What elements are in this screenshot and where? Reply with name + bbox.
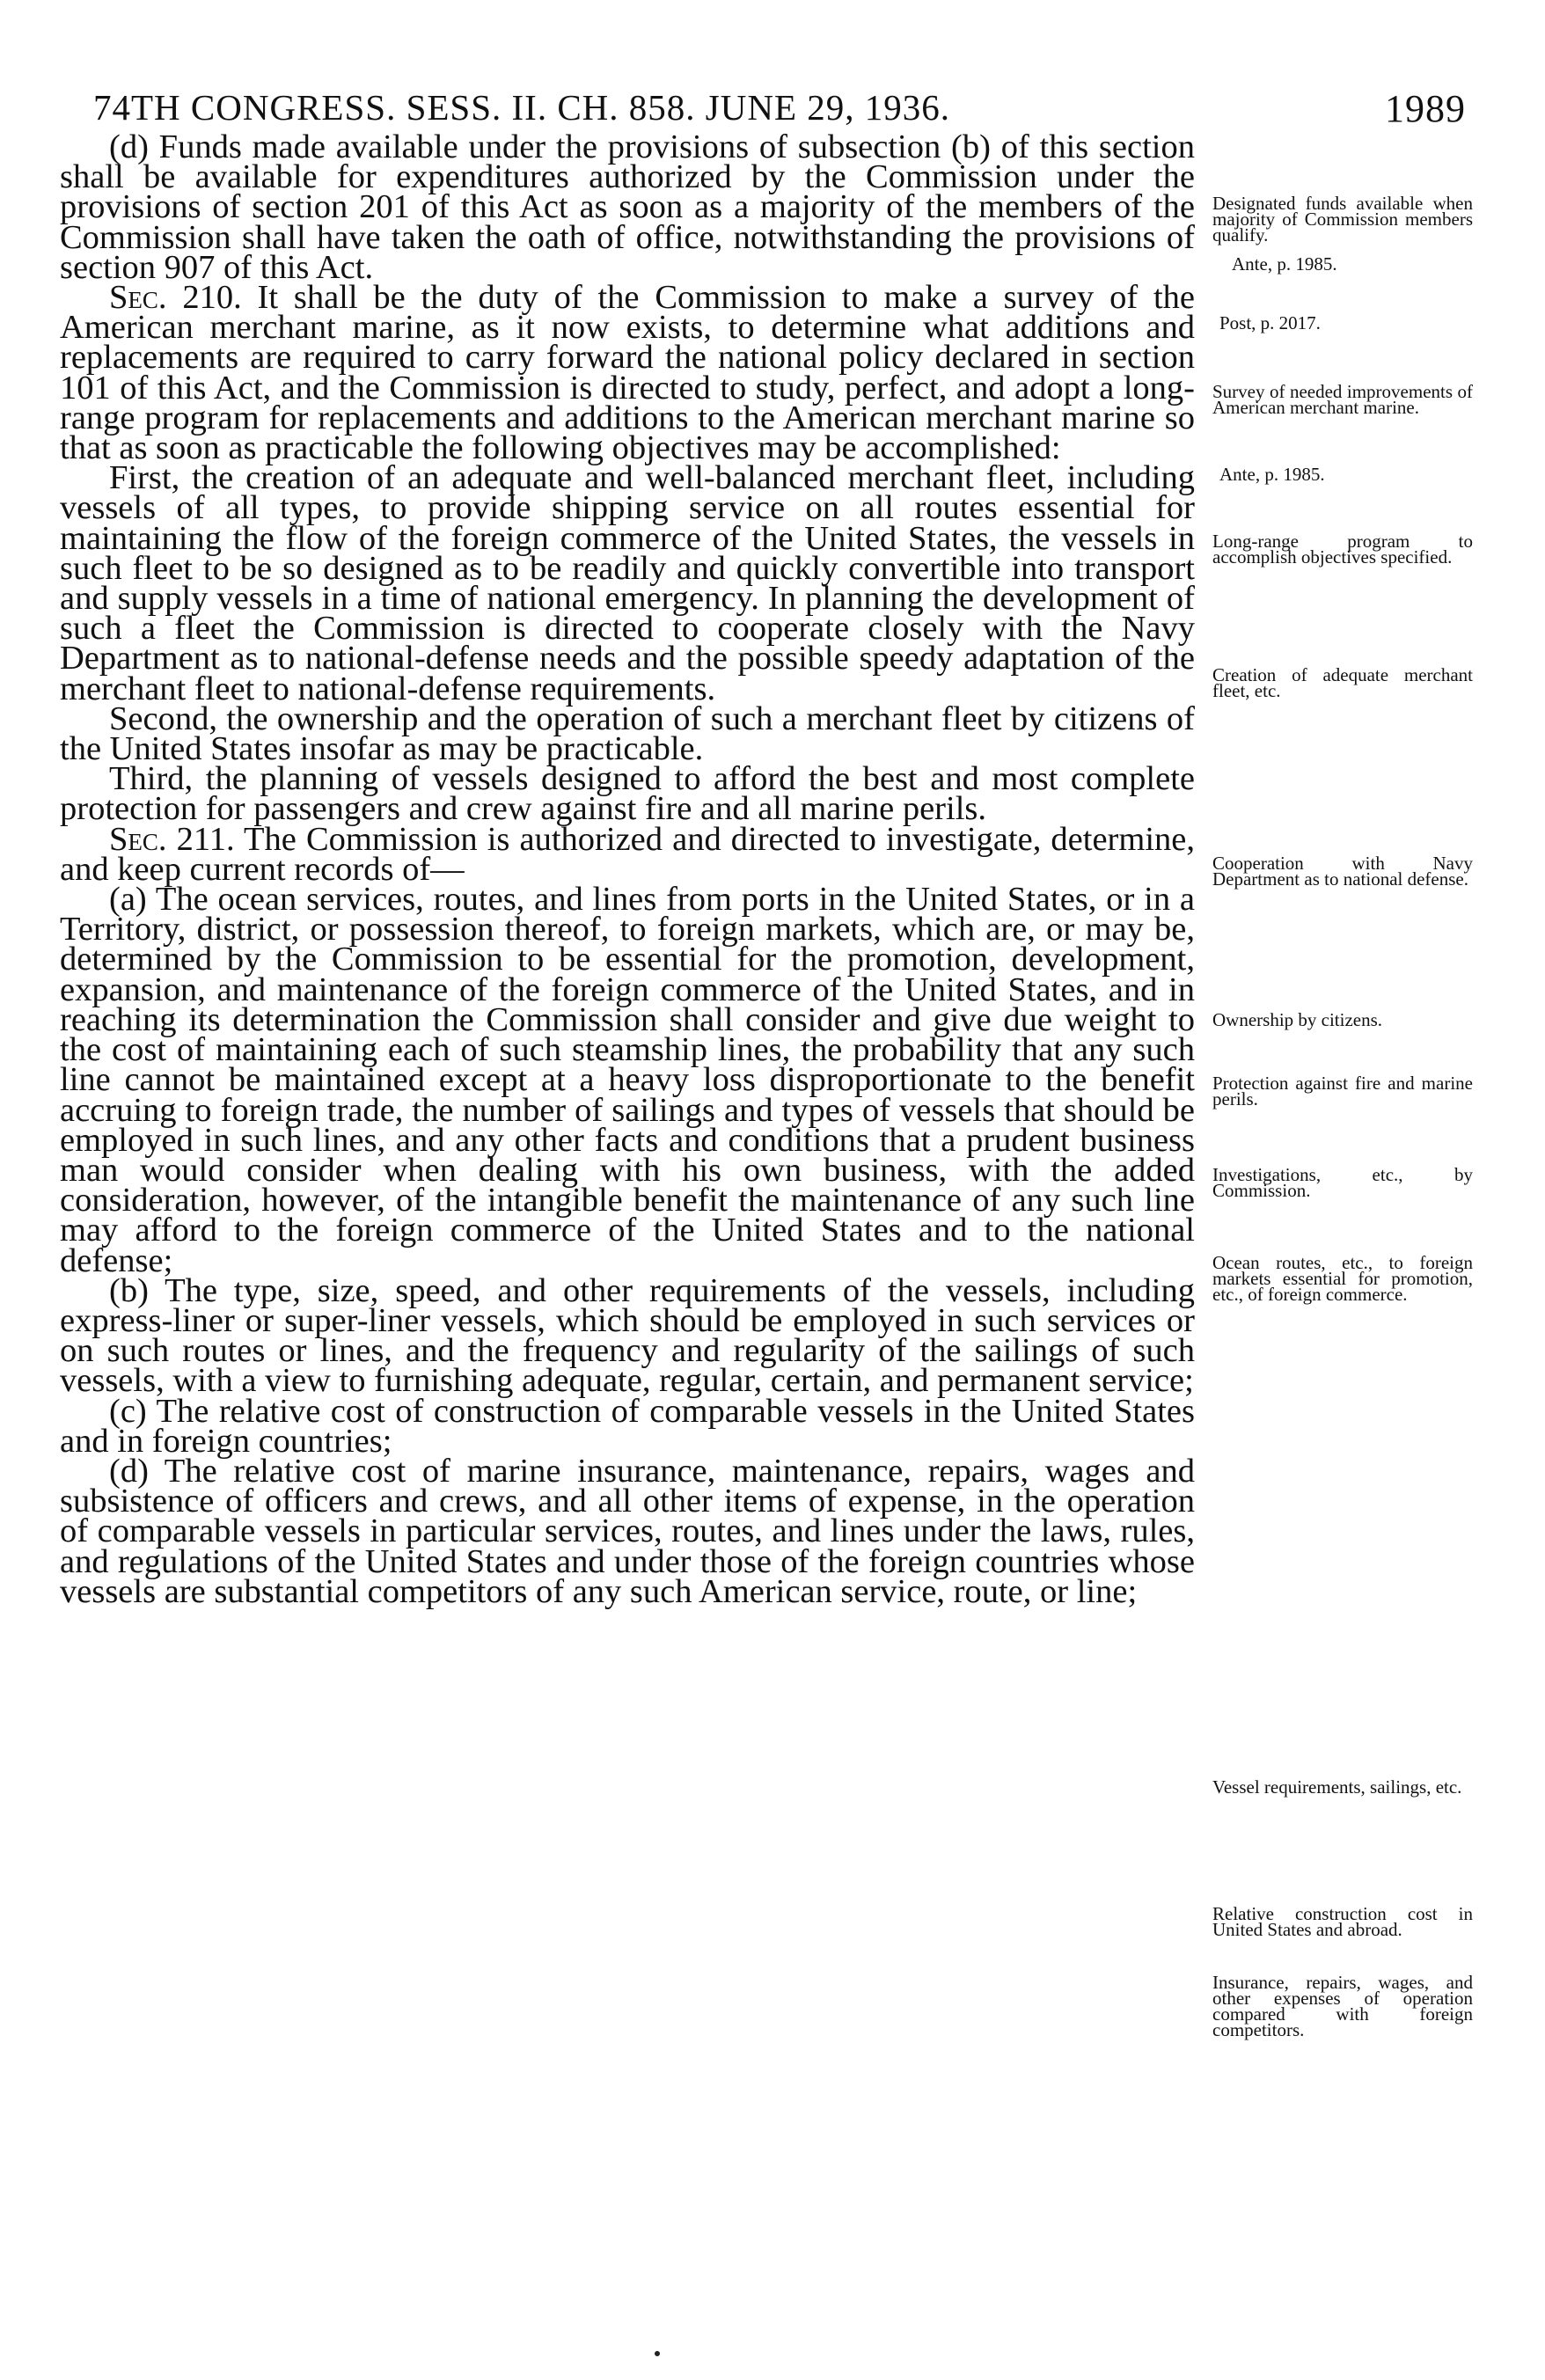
paragraph-a: (a) The ocean services, routes, and lines from ports in the United States, or in a Territory, district, or possession thereof, to foreign markets, which are, or may be, determined by the Commission to be essential for the promotion, development, expansion, and maintenance of the foreign commerce of the United States, and in reaching its determination the Commission shall consider and give due weight to the cost of maintaining each of such steamship lines, the probability that any such line cannot be maintained except at a heavy loss disproportionate to the benefit accruing to foreign trade, the number of sailings and types of vessels that should be employed in such lines, and any other facts and conditions that a prudent business man would consider when dealing with his own business, with the added consideration, however, of the intangible benefit the maintenance of any such line may afford to the foreign commerce of the United States and to the national defense;	[60, 881, 1195, 1279]
margin-note-investigations: Investigations, etc., by Commission.	[1212, 1164, 1473, 1201]
paragraph-d-funds: (d) Funds made available under the provisions of subsection (b) of this section shall be available for expenditures authorized by the Commission under the provisions of section 201 of this Act as soon as a majority of the members of the Commission shall have taken the oath of office, notwithstanding the provisions of section 907 of this Act.	[60, 128, 1195, 286]
section-211-text: The Commission is authorized and directed to investigate, determine, and keep current records of—	[60, 820, 1195, 888]
margin-note-vessel-requirements: Vessel requirements, sailings, etc.	[1212, 1776, 1462, 1798]
paragraph-b: (b) The type, size, speed, and other requirements of the vessels, including express-liner or super-liner vessels, which should be employed in such services or on such routes or lines, and the frequency and regularity of the sailings of such vessels, with a view to furnishing adequate, regular, certain, and permanent service;	[60, 1271, 1195, 1400]
margin-note-survey: Survey of needed improvements of American merchant marine.	[1212, 381, 1473, 418]
margin-note-ownership: Ownership by citizens.	[1212, 1009, 1383, 1030]
margin-note-long-range: Long-range program to accomplish objectives specified.	[1212, 531, 1473, 568]
margin-note-post-2017: Post, p. 2017.	[1219, 312, 1321, 333]
paragraph-third: Third, the planning of vessels designed to afford the best and most complete protection for passengers and crew against fire and all marine perils.	[60, 760, 1195, 828]
section-210-text: It shall be the duty of the Commission to make a survey of the American merchant marine, as it now exists, to determine what additions and replacements are required to carry forward the national policy declared in section 101 of this Act, and the Commission is directed to study, perfect, and adopt a long-range program for replacements and additions to the American merchant marine so that as soon as practicable the following objectives may be accomplished:	[60, 279, 1195, 467]
margin-note-ante-1985: Ante, p. 1985.	[1232, 253, 1337, 275]
running-head: 74TH CONGRESS. SESS. II. CH. 858. JUNE 29, 1936.	[93, 87, 951, 128]
margin-note-ante-1985-b: Ante, p. 1985.	[1219, 464, 1325, 485]
margin-note-insurance: Insurance, repairs, wages, and other expenses of operation compared with foreign competitors.	[1212, 1972, 1473, 2040]
section-210	[60, 279, 1195, 467]
main-text	[60, 128, 1195, 1610]
paragraph-first: First, the creation of an adequate and well-balanced merchant fleet, including vessels of all types, to provide shipping service on all routes essential for maintaining the flow of the foreign commerce of the United States, the vessels in such fleet to be so designed as to be readily and quickly convertible into transport and supply vessels in a time of national emergency. In planning the development of such a fleet the Commission is directed to cooperate closely with the Navy Department as to national-defense needs and the possible speedy adaptation of the merchant fleet to national-defense requirements.	[60, 459, 1195, 707]
paragraph-d-insurance: (d) The relative cost of marine insurance, maintenance, repairs, wages and subsistence of officers and crews, and all other items of expense, in the operation of comparable vessels in particular services, routes, and lines under the laws, rules, and regulations of the United States and under those of the foreign countries whose vessels are substantial competitors of any such American service, route, or line;	[60, 1452, 1195, 1610]
margin-note-creation-fleet: Creation of adequate merchant fleet, etc.	[1212, 664, 1473, 701]
margin-note-cooperation-navy: Cooperation with Navy Department as to national defense.	[1212, 853, 1473, 890]
margin-note-protection: Protection against fire and marine perils.	[1212, 1073, 1473, 1109]
section-211	[60, 820, 1195, 888]
page-number: 1989	[1385, 87, 1466, 130]
paragraph-c: (c) The relative cost of construction of comparable vessels in the United States and in foreign countries;	[60, 1392, 1195, 1460]
margin-note-ocean-routes: Ocean routes, etc., to foreign markets essential for promotion, etc., of foreign commerce.	[1212, 1252, 1473, 1305]
page-mark-dot	[655, 2351, 660, 2356]
margin-note-relative-cost: Relative construction cost in United States and abroad.	[1212, 1903, 1473, 1940]
paragraph-second: Second, the ownership and the operation of such a merchant fleet by citizens of the United States insofar as may be practicable.	[60, 699, 1195, 768]
margin-note-designated-funds: Designated funds available when majority of Commission members qualify.	[1212, 193, 1473, 245]
section-210-label: Sec. 210.	[109, 279, 242, 317]
section-211-label: Sec. 211.	[109, 820, 235, 858]
